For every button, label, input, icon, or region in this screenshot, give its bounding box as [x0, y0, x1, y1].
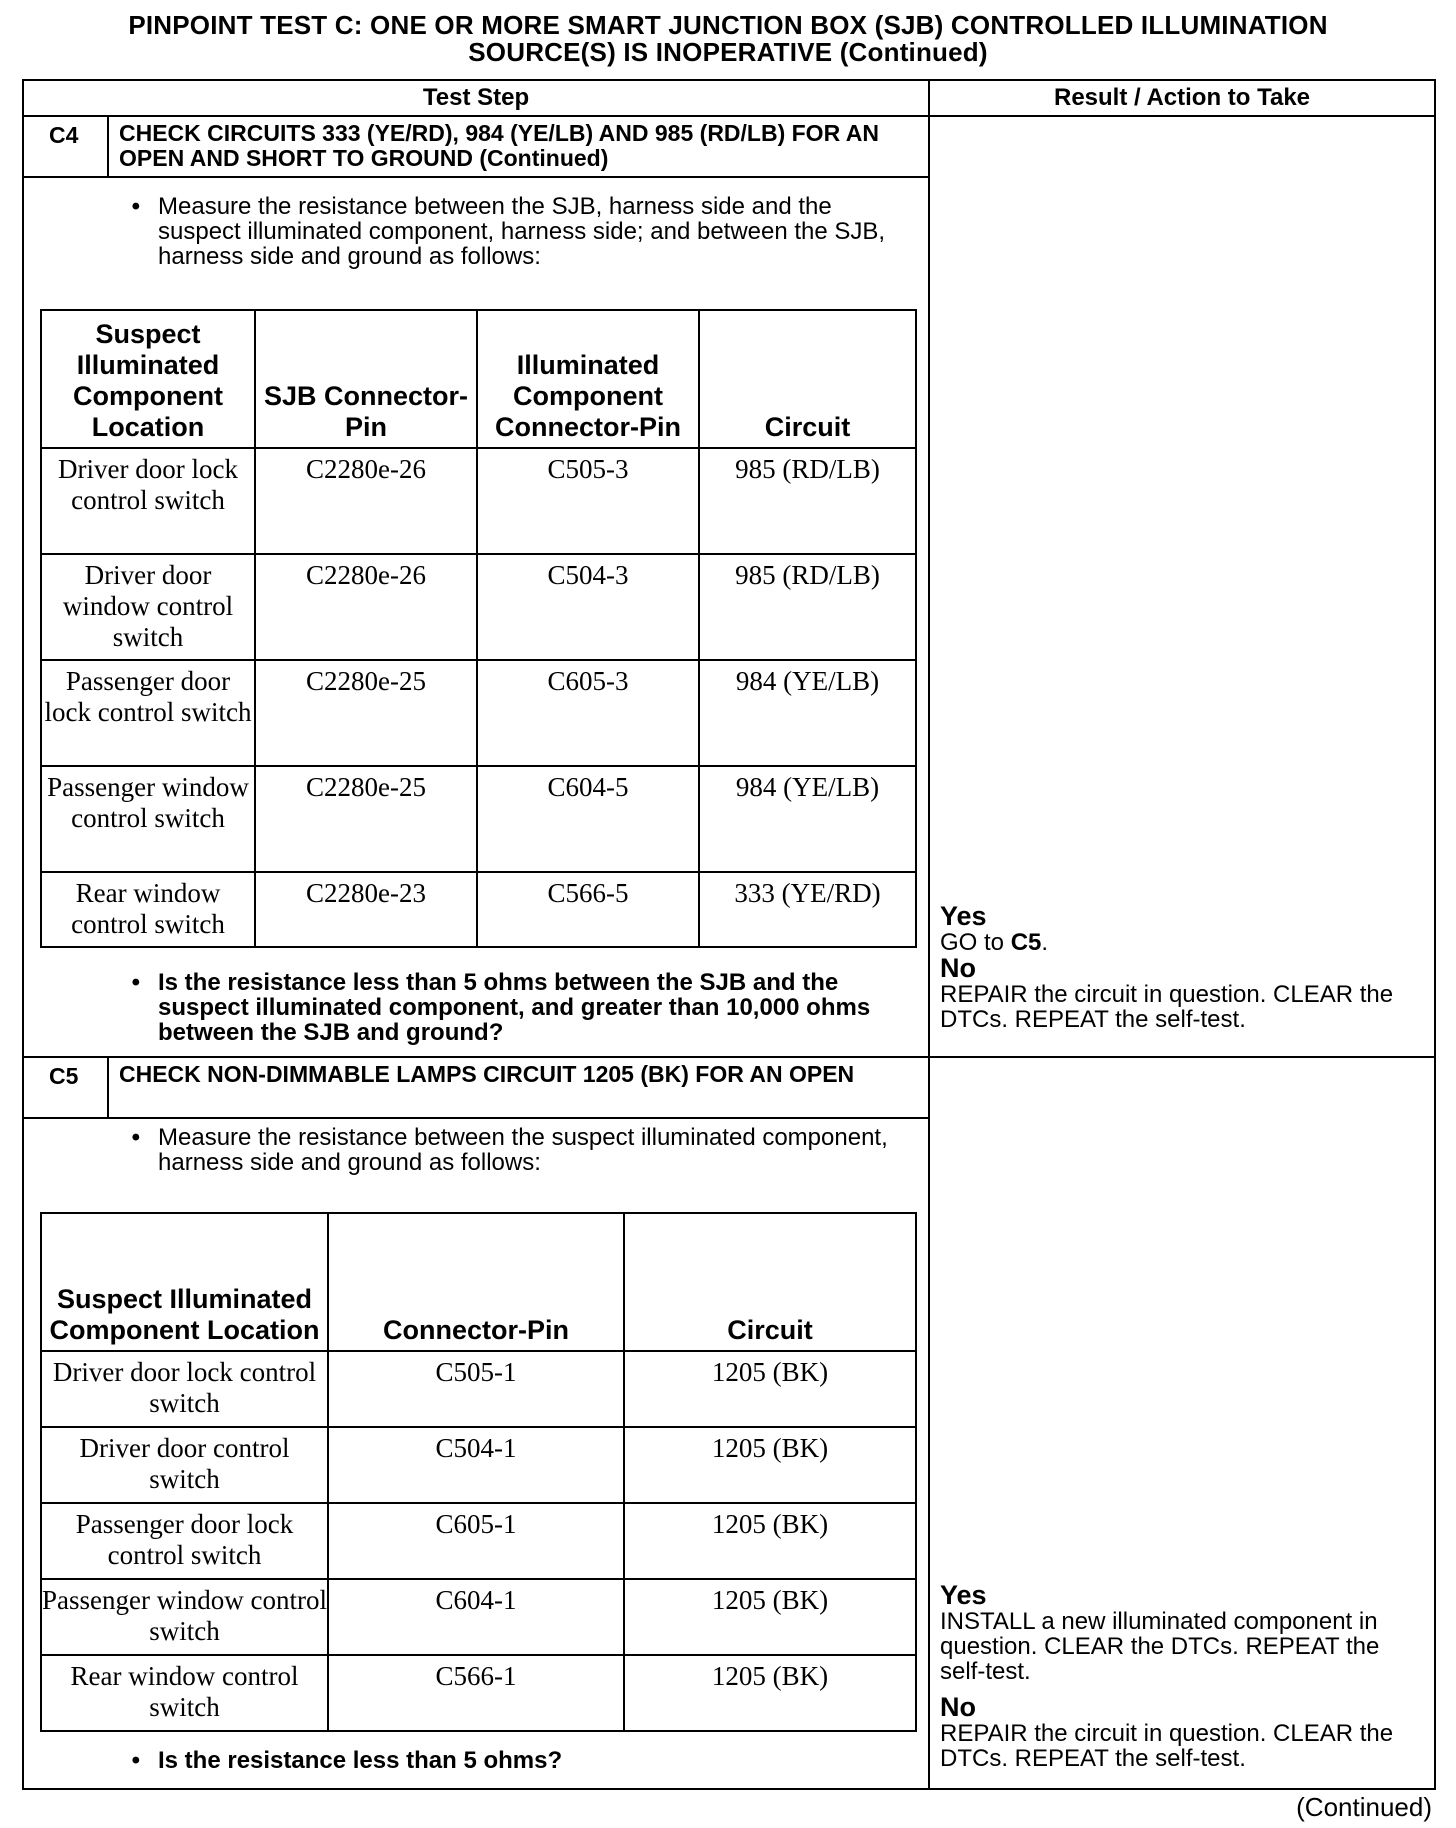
table-cell: C605-1 — [328, 1503, 624, 1579]
no-text: REPAIR the circuit in question. CLEAR the DTCs. REPEAT the self-test. — [940, 1720, 1394, 1772]
table-cell: 984 (YE/LB) — [699, 766, 916, 872]
step-c4-question — [24, 970, 928, 1045]
step-c4-heading — [24, 117, 928, 178]
bullet-icon: • — [131, 1124, 140, 1151]
goto-c5-link[interactable]: C5 — [1010, 929, 1042, 956]
step-c4-result-cell — [929, 116, 1435, 1057]
step-c4-yes-result — [940, 903, 1426, 955]
yes-label: Yes — [940, 901, 987, 931]
step-c5-question — [24, 1748, 928, 1773]
table-row — [41, 1655, 916, 1731]
table-row — [41, 1579, 916, 1655]
table-cell: 333 (YE/RD) — [699, 872, 916, 947]
step-c4-question-text: Is the resistance less than 5 ohms between the SJB and the suspect illuminated component, and greater than 10,000 ohms between the SJB and ground? — [158, 969, 871, 1046]
table-cell: C2280e-26 — [255, 554, 477, 660]
table-row — [41, 872, 916, 947]
table-cell: C505-3 — [477, 448, 699, 554]
table-cell: Passenger window control switch — [41, 766, 255, 872]
table-cell: Rear window control switch — [41, 872, 255, 947]
step-c5-yes-result — [940, 1582, 1426, 1684]
table-cell: Passenger door lock control switch — [41, 660, 255, 766]
yes-text: INSTALL a new illuminated component in question. CLEAR the DTCs. REPEAT the self-test. — [940, 1608, 1380, 1685]
step-c4-measurement-table — [40, 309, 917, 948]
table-cell: 1205 (BK) — [624, 1655, 916, 1731]
page-title — [22, 12, 1434, 66]
table-row — [41, 1503, 916, 1579]
step-c5-no-result — [940, 1694, 1426, 1771]
step-c5-id: C5 — [24, 1058, 109, 1117]
table-row — [41, 554, 916, 660]
step-c5-table-header-row — [41, 1213, 916, 1351]
table-cell: C605-3 — [477, 660, 699, 766]
step-c5-result-cell — [929, 1057, 1435, 1789]
table-cell: 1205 (BK) — [624, 1579, 916, 1655]
page-title-line-1: PINPOINT TEST C: ONE OR MORE SMART JUNCTION BOX (SJB) CONTROLLED ILLUMINATION — [128, 10, 1328, 40]
table-cell: C566-5 — [477, 872, 699, 947]
table-cell: Passenger door lock control switch — [41, 1503, 328, 1579]
table-cell: Driver door control switch — [41, 1427, 328, 1503]
step-c4-col-location: Suspect Illuminated Component Location — [41, 310, 255, 448]
bullet-icon: • — [131, 1747, 140, 1774]
step-c4-test-cell — [23, 116, 929, 1057]
step-c5-heading — [24, 1058, 928, 1119]
step-c4-title: CHECK CIRCUITS 333 (YE/RD), 984 (YE/LB) AND 985 (RD/LB) FOR AN OPEN AND SHORT TO GROUND (Continued) — [119, 120, 879, 171]
table-cell: C505-1 — [328, 1351, 624, 1427]
continued-footer: (Continued) — [1296, 1792, 1432, 1822]
yes-text-suffix: . — [1041, 929, 1049, 956]
step-c5-col-location: Suspect Illuminated Component Location — [41, 1213, 328, 1351]
bullet-icon: • — [131, 969, 140, 996]
table-cell: C2280e-25 — [255, 766, 477, 872]
step-c5-title: CHECK NON-DIMMABLE LAMPS CIRCUIT 1205 (BK) FOR AN OPEN — [119, 1061, 855, 1087]
table-cell: C2280e-25 — [255, 660, 477, 766]
table-row — [41, 448, 916, 554]
yes-label: Yes — [940, 1580, 987, 1610]
step-c5-question-text: Is the resistance less than 5 ohms? — [158, 1747, 563, 1774]
table-cell: 984 (YE/LB) — [699, 660, 916, 766]
table-cell: Driver door lock control switch — [41, 1351, 328, 1427]
table-row — [41, 1427, 916, 1503]
step-c5-instruction-text: Measure the resistance between the suspect illuminated component, harness side and ground as follows: — [158, 1124, 888, 1176]
step-c4-row — [23, 116, 1435, 1057]
table-cell: Driver door window control switch — [41, 554, 255, 660]
table-cell: C2280e-26 — [255, 448, 477, 554]
result-header: Result / Action to Take — [929, 80, 1435, 116]
table-cell: Passenger window control switch — [41, 1579, 328, 1655]
step-c5-col-connector-pin: Connector-Pin — [328, 1213, 624, 1351]
table-cell: 1205 (BK) — [624, 1503, 916, 1579]
test-step-header: Test Step — [23, 80, 929, 116]
step-c4-instruction — [24, 194, 928, 294]
table-cell: C504-3 — [477, 554, 699, 660]
table-row — [41, 1351, 916, 1427]
page-title-line-2: SOURCE(S) IS INOPERATIVE (Continued) — [468, 37, 988, 67]
step-c4-col-component-pin: Illuminated Component Connector-Pin — [477, 310, 699, 448]
table-cell: 1205 (BK) — [624, 1427, 916, 1503]
step-c5-test-cell — [23, 1057, 929, 1789]
step-c5-col-circuit: Circuit — [624, 1213, 916, 1351]
no-label: No — [940, 953, 976, 983]
step-c4-no-result — [940, 955, 1426, 1032]
no-text: REPAIR the circuit in question. CLEAR the DTCs. REPEAT the self-test. — [940, 981, 1394, 1033]
table-cell: 1205 (BK) — [624, 1351, 916, 1427]
header-row — [23, 80, 1435, 116]
step-c5-measurement-table — [40, 1212, 917, 1732]
pinpoint-test-table — [22, 79, 1436, 1790]
table-row — [41, 660, 916, 766]
table-cell: C504-1 — [328, 1427, 624, 1503]
table-cell: C566-1 — [328, 1655, 624, 1731]
table-row — [41, 766, 916, 872]
table-cell: C604-1 — [328, 1579, 624, 1655]
step-c4-instruction-text: Measure the resistance between the SJB, harness side and the suspect illuminated component, harness side; and between the SJB, harness side and ground as follows: — [158, 193, 886, 270]
table-cell: C2280e-23 — [255, 872, 477, 947]
step-c4-id: C4 — [24, 117, 109, 176]
step-c4-col-sjb-pin: SJB Connector-Pin — [255, 310, 477, 448]
table-cell: C604-5 — [477, 766, 699, 872]
table-cell: 985 (RD/LB) — [699, 554, 916, 660]
step-c4-table-header-row — [41, 310, 916, 448]
step-c5-row — [23, 1057, 1435, 1789]
table-cell: Driver door lock control switch — [41, 448, 255, 554]
table-cell: Rear window control switch — [41, 1655, 328, 1731]
no-label: No — [940, 1692, 976, 1722]
bullet-icon: • — [131, 193, 140, 220]
step-c5-instruction — [24, 1125, 928, 1200]
yes-text-prefix: GO to — [940, 929, 1011, 956]
table-cell: 985 (RD/LB) — [699, 448, 916, 554]
step-c4-col-circuit: Circuit — [699, 310, 916, 448]
